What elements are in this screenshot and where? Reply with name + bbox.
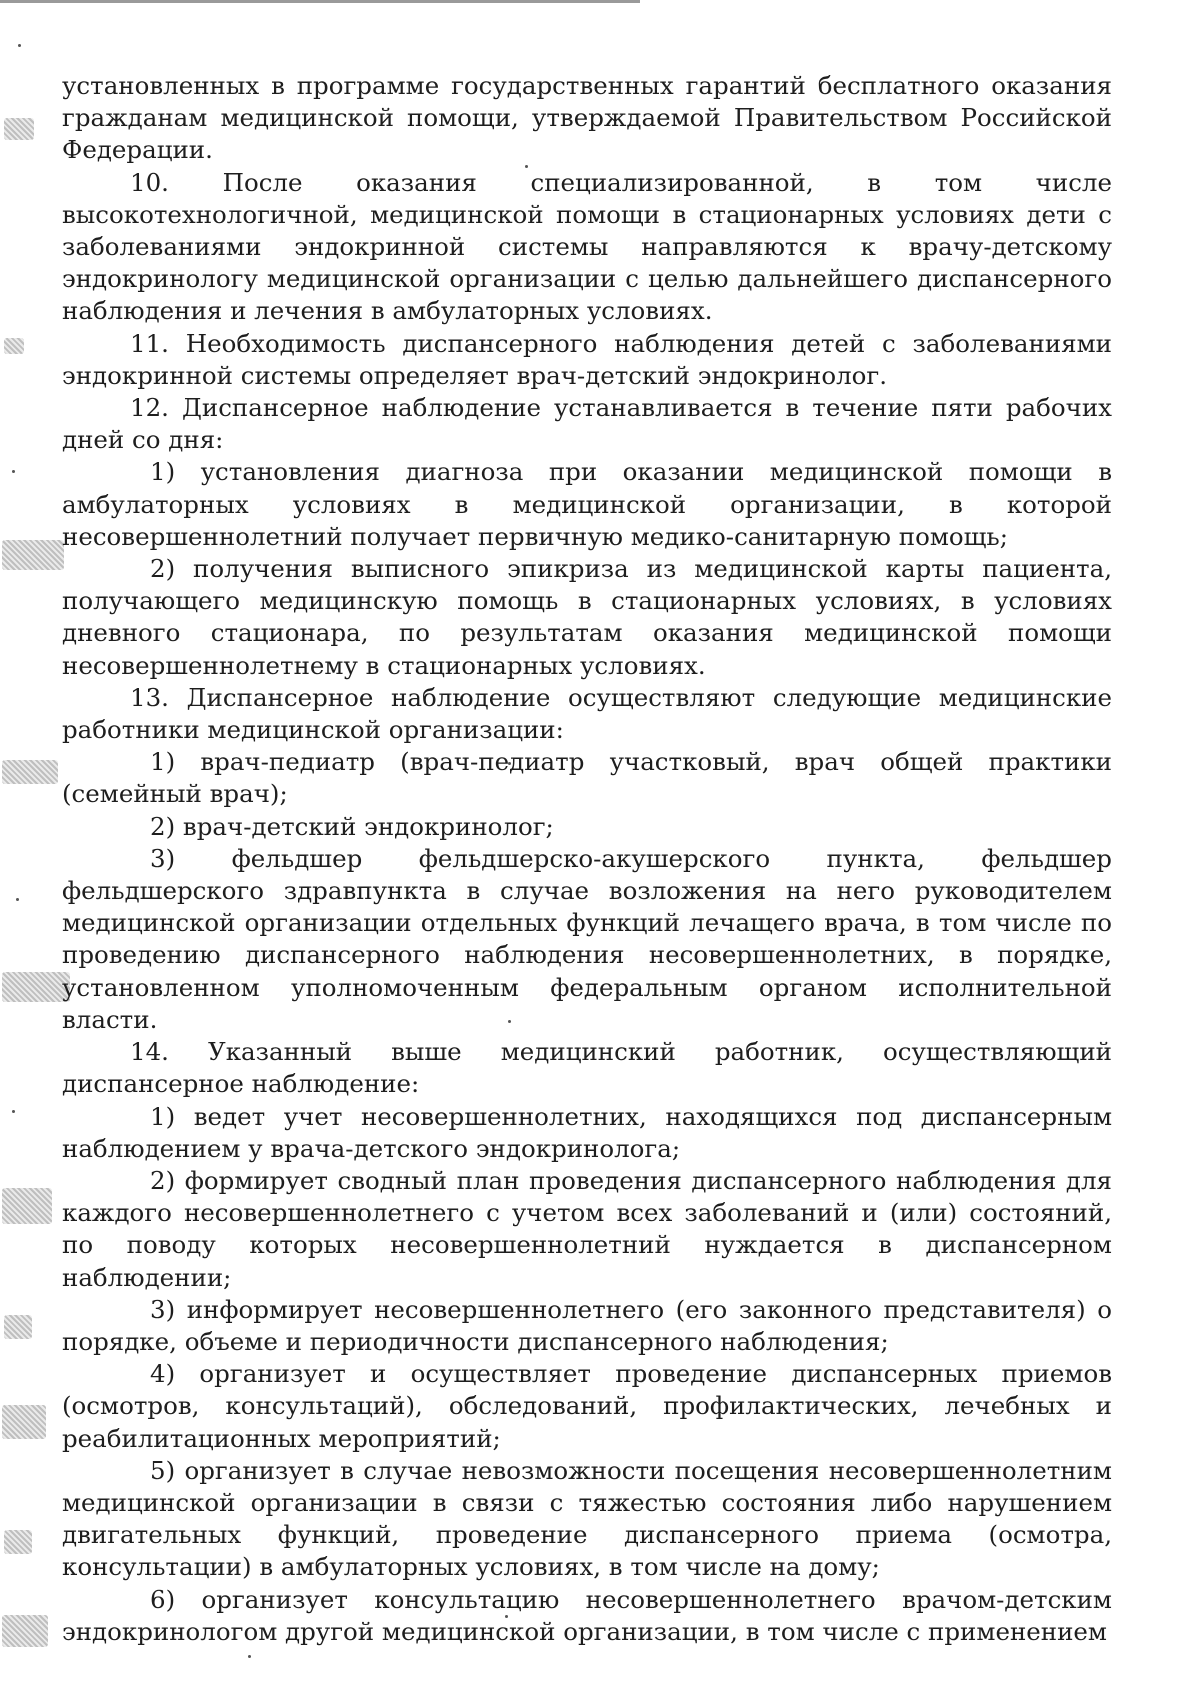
subitem-14-6: 6) организует консультацию несовершеннолетнего врачом-детским эндокринологом другой медицинской организации, в том числе с применением [62, 1584, 1112, 1646]
scan-speck [12, 470, 15, 473]
subitem-14-5: 5) организует в случае невозможности посещения несовершеннолетним медицинской организации в связи с тяжестью состояния либо нарушением двигательных функций, проведение диспансерного приема (осмотра, консультации) в амбулаторных условиях, в том числе на дому; [62, 1455, 1112, 1582]
scan-smudge [2, 1405, 46, 1439]
document-body [62, 70, 1112, 1648]
scan-smudge [2, 1188, 52, 1224]
subitem-13-3: 3) фельдшер фельдшерско-акушерского пункта, фельдшер фельдшерского здравпункта в случае возложения на него руководителем медицинской организации отдельных функций лечащего врача, в том числе по проведению диспансерного наблюдения несовершеннолетних, в порядке, установленном уполномоченным федеральным органом исполнительной власти. [62, 843, 1112, 1034]
subitem-14-3: 3) информирует несовершеннолетнего (его законного представителя) о порядке, объеме и периодичности диспансерного наблюдения; [62, 1294, 1112, 1356]
paragraph-item-12: 12. Диспансерное наблюдение устанавливается в течение пяти рабочих дней со дня: [62, 393, 1112, 455]
subitem-12-2: 2) получения выписного эпикриза из медицинской карты пациента, получающего медицинскую помощь в стационарных условиях, в условиях дневного стационара, по результатам оказания медицинской помощи несовершеннолетнему в стационарных условиях. [62, 554, 1112, 680]
scan-smudge [2, 540, 64, 570]
scan-smudge [2, 972, 70, 1002]
subitem-14-4: 4) организует и осуществляет проведение диспансерных приемов (осмотров, консультаций), обследований, профилактических, лечебных и реабилитационных мероприятий; [62, 1359, 1112, 1453]
scan-smudge [2, 760, 58, 784]
scan-smudge [4, 338, 24, 354]
scan-smudge [4, 1315, 32, 1339]
paragraph-item-11: 11. Необходимость диспансерного наблюдения детей с заболеваниями эндокринной системы определяет врач-детский эндокринолог. [62, 328, 1112, 390]
paragraph-item-13: 13. Диспансерное наблюдение осуществляют следующие медицинские работники медицинской организации: [62, 682, 1112, 745]
scan-speck [248, 1655, 251, 1658]
scan-margin-artifacts [0, 0, 70, 1695]
scan-speck [12, 1110, 15, 1113]
subitem-14-1: 1) ведет учет несовершеннолетних, находящихся под диспансерным наблюдением у врача-детского эндокринолога; [62, 1101, 1112, 1163]
scan-smudge [2, 1615, 48, 1647]
scan-top-rule [0, 0, 640, 3]
scan-smudge [4, 118, 34, 140]
scan-smudge [4, 1530, 32, 1554]
paragraph-continuation: установленных в программе государственных гарантий бесплатного оказания гражданам медицинской помощи, утверждаемой Правительством Российской Федерации. [62, 71, 1112, 165]
paragraph-item-10: 10. После оказания специализированной, в том числе высокотехнологичной, медицинской помощи в стационарных условиях дети с заболеваниями эндокринной системы направляются к врачу-детскому эндокринологу медицинской организации с целью дальнейшего диспансерного наблюдения и лечения в амбулаторных условиях. [62, 167, 1112, 326]
subitem-13-2: 2) врач-детский эндокринолог; [150, 811, 554, 841]
paragraph-item-14: 14. Указанный выше медицинский работник, осуществляющий диспансерное наблюдение: [62, 1037, 1112, 1099]
scan-speck [18, 44, 21, 47]
subitem-12-1: 1) установления диагноза при оказании медицинской помощи в амбулаторных условиях в медицинской организации, в которой несовершеннолетний получает первичную медико-санитарную помощь; [62, 457, 1112, 551]
subitem-14-2: 2) формирует сводный план проведения диспансерного наблюдения для каждого несовершеннолетнего с учетом всех заболеваний и (или) состояний, по поводу которых несовершеннолетний нуждается в диспансерном наблюдении; [62, 1165, 1112, 1292]
scan-speck [16, 898, 19, 901]
subitem-13-1: 1) врач-педиатр (врач-педиатр участковый, врач общей практики (семейный врач); [62, 747, 1112, 809]
